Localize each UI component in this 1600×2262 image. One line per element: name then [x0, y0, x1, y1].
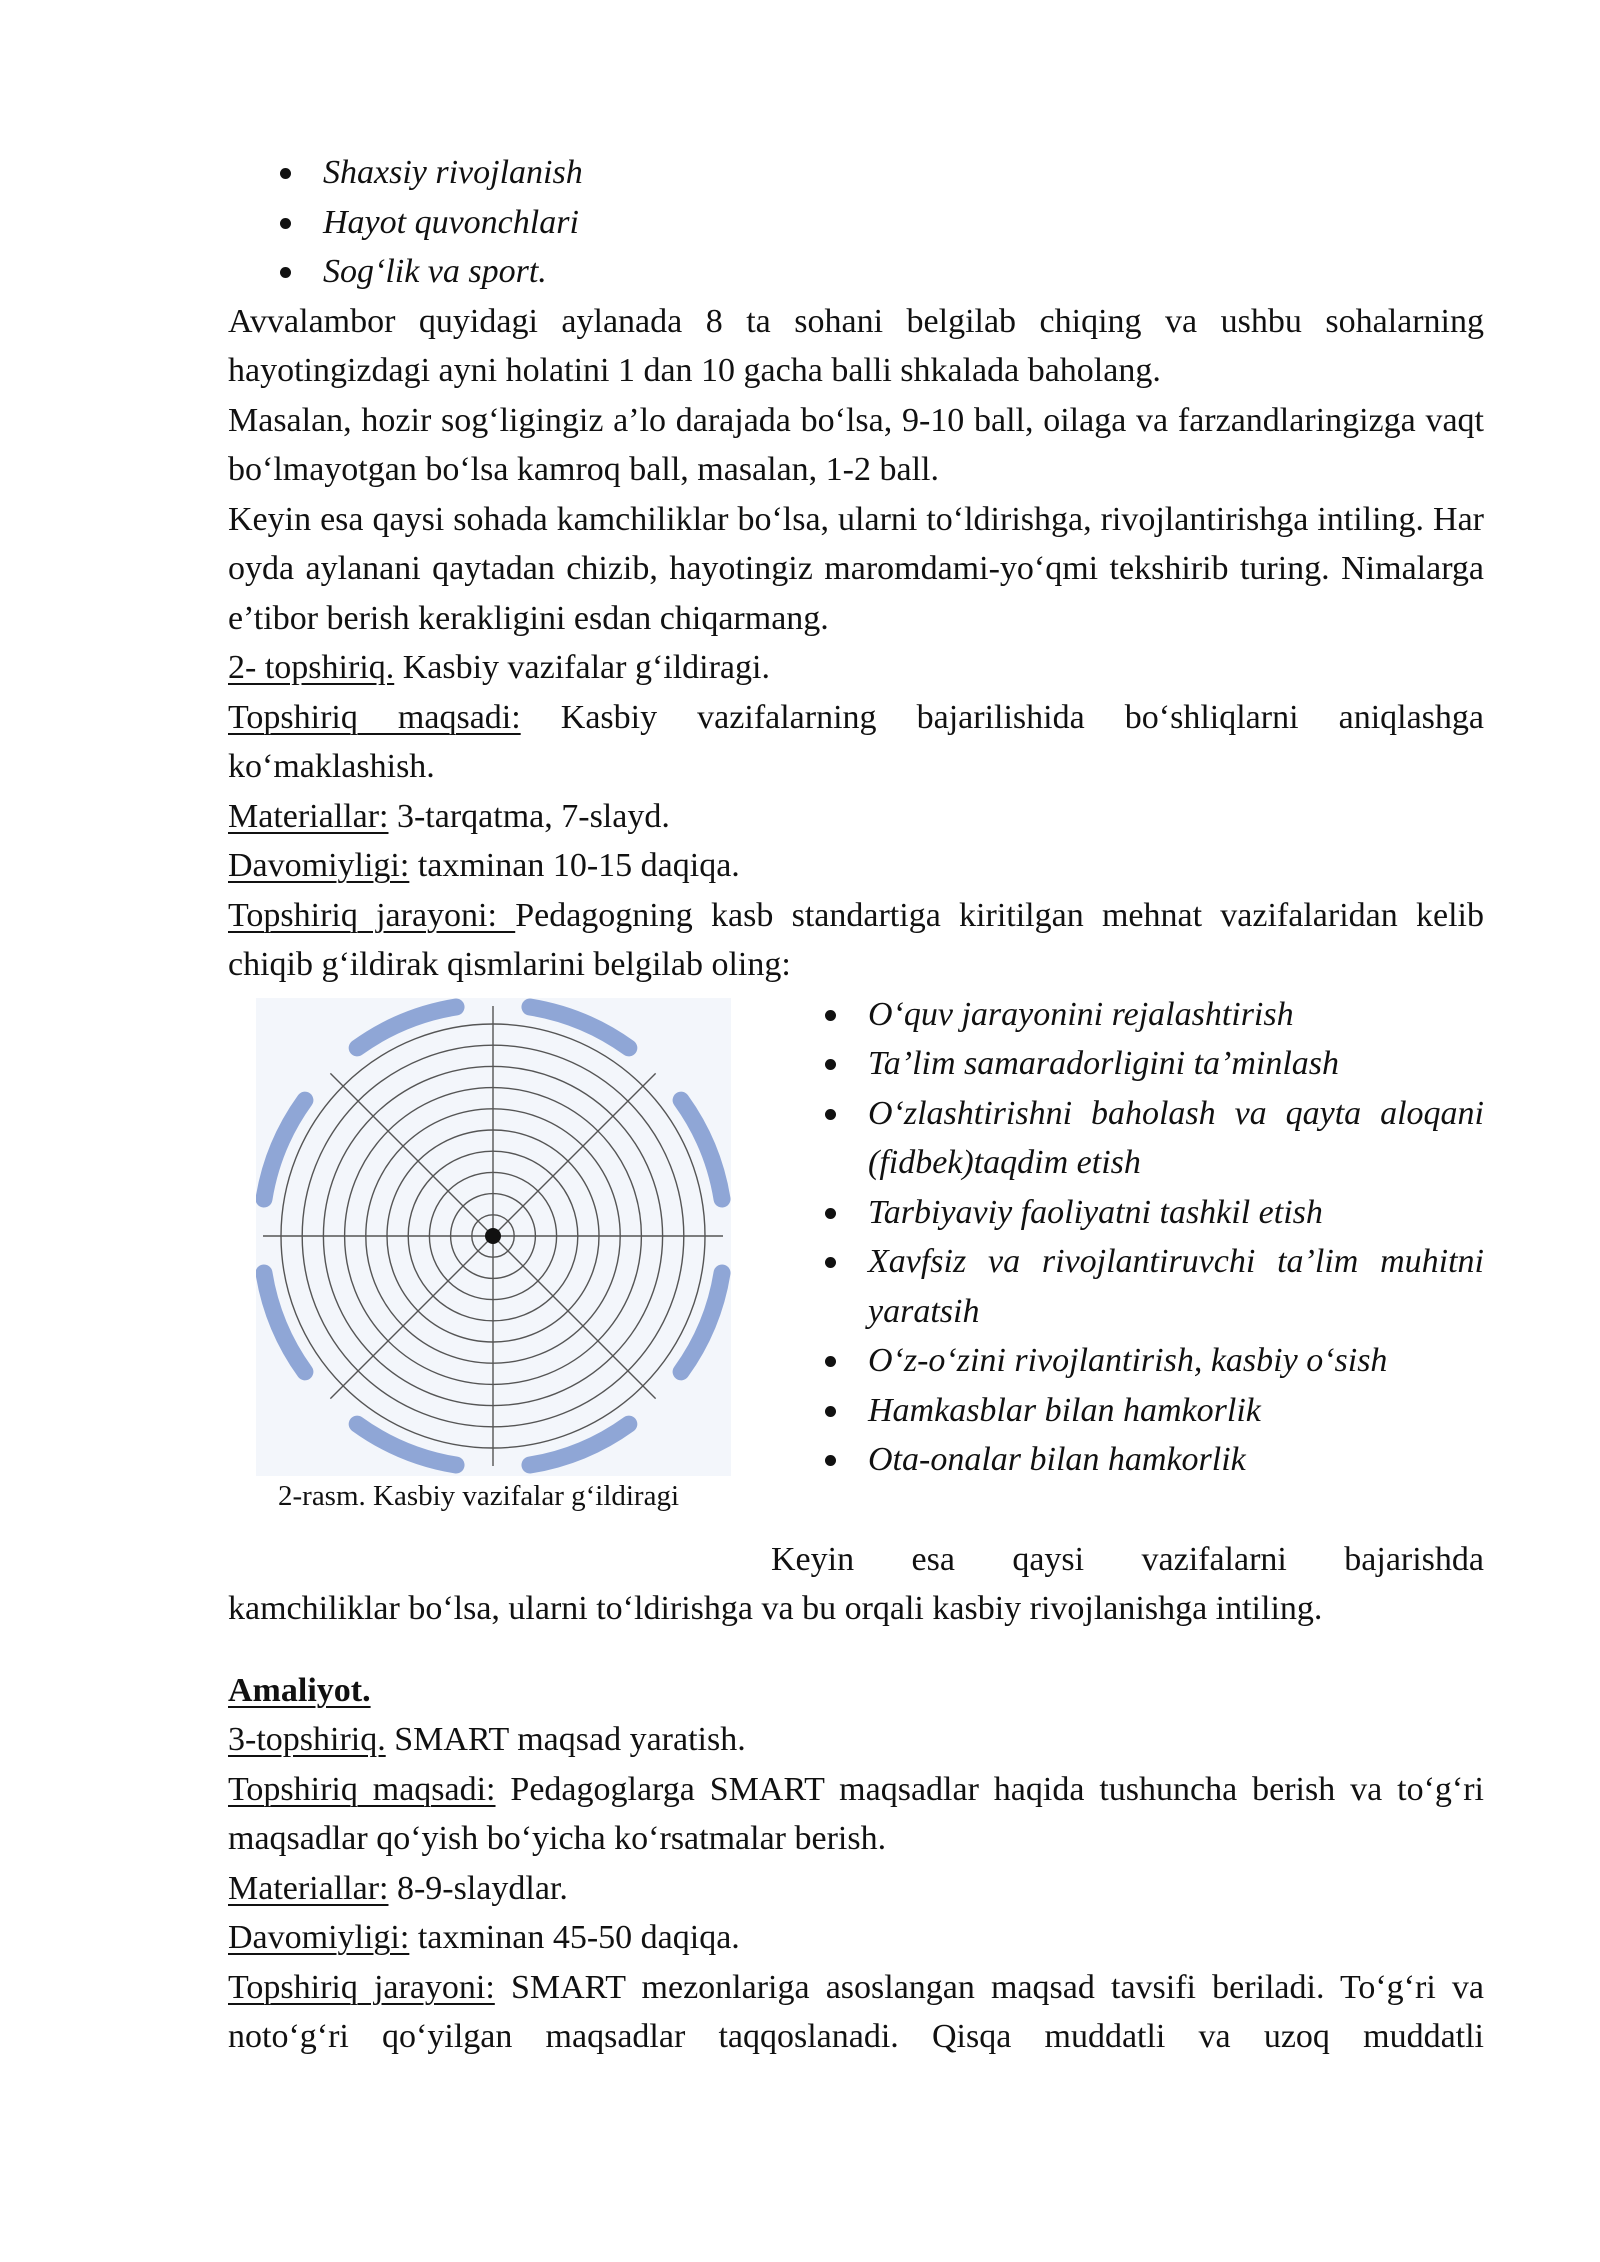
figure-row [228, 990, 1484, 1535]
task2-duration [228, 841, 1484, 891]
task3-duration-text: taxminan 45-50 daqiqa. [409, 1919, 740, 1956]
task3-materials-text: 8-9-slaydlar. [388, 1869, 568, 1907]
task3-heading-label: 3-topshiriq. [228, 1721, 386, 1758]
task3-heading-text: SMART maqsad yaratish. [385, 1721, 746, 1758]
task2-goal-label: Topshiriq maqsadi: [228, 698, 521, 736]
paragraph: Keyin esa qaysi sohada kamchiliklar bo‘lsa, ularni to‘ldirishga, rivojlantirishga intiling. Har oyda aylanani qaytadan chizib, hayotingiz maromdami-yo‘qmi tekshirib turing. Nimalarga e’tibor berish kerakligini esdan chiqarmang. [228, 500, 1484, 637]
wheel-items-list [228, 990, 1484, 1485]
task2-heading-text: Kasbiy vazifalar g‘ildiragi. [394, 649, 770, 686]
task2-goal-text: Kasbiy vazifalarning bajarilishida bo‘shliqlarni aniqlashga ko‘maklashish. [228, 698, 1485, 785]
top-bullet-list [228, 148, 1484, 297]
list-item: Hamkasblar bilan hamkorlik [868, 1386, 1484, 1436]
task3-duration-label: Davomiyligi: [228, 1919, 410, 1956]
list-item: Xavfsiz va rivojlantiruvchi ta’lim muhitni yaratsih [868, 1237, 1484, 1336]
task3-goal [228, 1765, 1484, 1864]
task3-process-text: SMART mezonlariga asoslangan maqsad tavsifi beriladi. To‘g‘ri va noto‘g‘ri qo‘yilgan maqsadlar taqqoslanadi. Qisqa muddatli va uzoq muddatli [228, 1968, 1484, 2055]
task2-duration-text: taxminan 10-15 daqiqa. [409, 847, 740, 884]
task2-materials-text: 3-tarqatma, 7-slayd. [388, 797, 670, 835]
list-item: Sog‘lik va sport. [323, 247, 1484, 297]
list-item: Hayot quvonchlari [323, 198, 1484, 248]
list-item: O‘quv jarayonini rejalashtirish [868, 990, 1484, 1040]
task3-goal-text: Pedagoglarga SMART maqsadlar haqida tushuncha berish va to‘g‘ri maqsadlar qo‘yish bo‘yicha ko‘rsatmalar berish. [228, 1770, 1484, 1857]
figure-caption: 2-rasm. Kasbiy vazifalar g‘ildiragi [278, 1479, 680, 1512]
paragraph: Masalan, hozir sog‘ligingiz a’lo darajada bo‘lsa, 9-10 ball, oilaga va farzandlaringizga vaqt bo‘lmayotgan bo‘lsa kamroq ball, masalan, 1-2 ball. [228, 401, 1484, 488]
task2-materials-label: Materiallar: [228, 797, 389, 835]
closing-line-1: Keyin esa qaysi vazifalarni bajarishda [771, 1540, 1484, 1578]
practice-heading: Amaliyot. [228, 1671, 371, 1709]
task2-duration-label: Davomiyligi: [228, 847, 410, 884]
list-item: Shaxsiy rivojlanish [323, 148, 1484, 198]
task2-process [228, 891, 1484, 990]
list-item: Ta’lim samaradorligini ta’minlash [868, 1039, 1484, 1089]
task2-materials [228, 792, 1484, 842]
task3-materials-label: Materiallar: [228, 1869, 389, 1907]
task2-heading-label: 2- topshiriq. [228, 649, 395, 686]
list-item: O‘z-o‘zini rivojlantirish, kasbiy o‘sish [868, 1336, 1484, 1386]
task3-goal-label: Topshiriq maqsadi: [228, 1770, 496, 1808]
paragraph: Avvalambor quyidagi aylanada 8 ta sohani belgilab chiqing va ushbu sohalarning hayotingizdagi ayni holatini 1 dan 10 gacha balli shkalada baholang. [228, 302, 1484, 389]
task3-process [228, 1963, 1484, 2062]
list-item: Ota-onalar bilan hamkorlik [868, 1435, 1484, 1485]
task2-process-text: Pedagogning kasb standartiga kiritilgan mehnat vazifalaridan kelib chiqib g‘ildirak qismlarini belgilab oling: [228, 896, 1484, 983]
task2-heading [228, 643, 1484, 693]
task2-goal [228, 693, 1484, 792]
task2-process-label: Topshiriq jarayoni: [228, 896, 516, 934]
task3-materials [228, 1864, 1484, 1914]
closing-line-2: kamchiliklar bo‘lsa, ularni to‘ldirishga va bu orqali kasbiy rivojlanishga intiling. [228, 1590, 1323, 1627]
task3-heading [228, 1715, 1484, 1765]
list-item: O‘zlashtirishni baholash va qayta aloqani (fidbek)taqdim etish [868, 1089, 1484, 1188]
task3-duration [228, 1913, 1484, 1963]
task3-process-label: Topshiriq jarayoni: [228, 1968, 495, 2006]
list-item: Tarbiyaviy faoliyatni tashkil etish [868, 1188, 1484, 1238]
